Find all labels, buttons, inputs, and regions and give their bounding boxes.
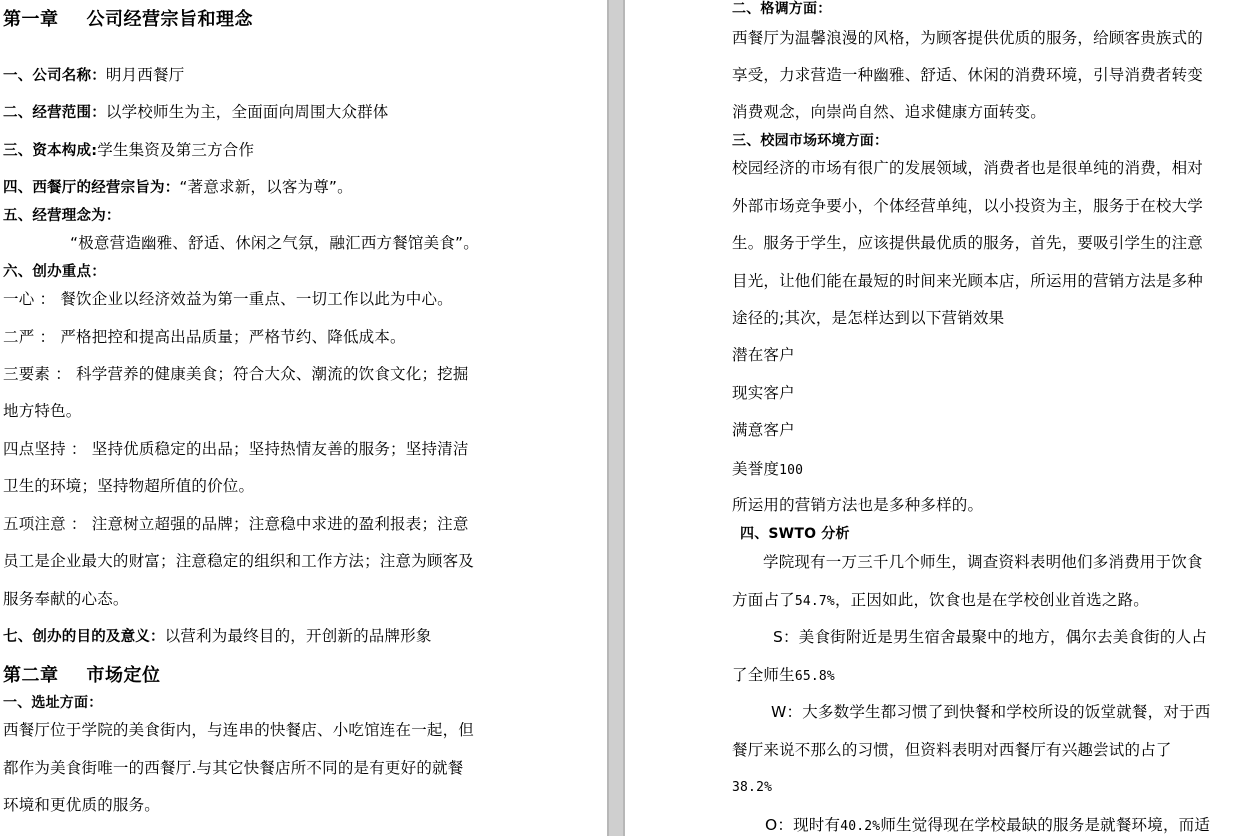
campus-market-line-3: 生。服务于学生，应该提供最优质的服务，首先，要吸引学生的注意 bbox=[732, 234, 1204, 252]
campus-market-line-2: 外部市场竞争要小，个体经营单纯，以小投资为主，服务于在校大学 bbox=[732, 197, 1204, 215]
location-text-line-1: 西餐厅位于学院的美食街内，与连串的快餐店、小吃馆连在一起，但 bbox=[3, 721, 475, 739]
key-point-five-line-2: 员工是企业最大的财富；注意稳定的组织和工作方法；注意为顾客及 bbox=[3, 552, 475, 570]
style-text-line-1: 西餐厅为温馨浪漫的风格，为顾客提供优质的服务，给顾客贵族式的 bbox=[732, 29, 1204, 47]
customer-potential: 潜在客户 bbox=[732, 346, 795, 364]
swot-weakness-line-3: 38.2% bbox=[732, 780, 773, 795]
chapter-2-heading bbox=[3, 665, 161, 687]
swot-weakness-line-1: W：大多数学生都习惯了到快餐和学校所设的饭堂就餐，对于西 bbox=[771, 703, 1211, 721]
philosophy-label: 五、经营理念为： bbox=[3, 208, 121, 224]
key-point-five-line-3: 服务奉献的心态。 bbox=[3, 590, 129, 608]
style-text-line-2: 享受，力求营造一种幽雅、舒适、休闲的消费环境，引导消费者转变 bbox=[732, 66, 1204, 84]
key-point-four-line-1: 四点坚持 ： 坚持优质稳定的出品；坚持热情友善的服务；坚持清洁 bbox=[3, 440, 469, 458]
customer-actual: 现实客户 bbox=[732, 384, 795, 402]
key-point-one: 一心 ： 餐饮企业以经济效益为第一重点、一切工作以此为中心。 bbox=[3, 290, 453, 308]
key-point-three-line-1: 三要素 ： 科学营养的健康美食；符合大众、潮流的饮食文化；挖掘 bbox=[3, 365, 469, 383]
campus-market-heading: 三、校园市场环境方面： bbox=[732, 133, 889, 149]
document-page-right bbox=[625, 0, 1235, 836]
reputation-line: 美誉度100 bbox=[732, 460, 804, 478]
swot-strength-line-2: 了全师生65.8% bbox=[732, 666, 835, 684]
key-point-five-line-1: 五项注意 ： 注意树立超强的品牌；注意稳中求进的盈利报表；注意 bbox=[3, 515, 469, 533]
campus-market-line-5: 途径的;其次，是怎样达到以下营销效果 bbox=[732, 309, 1005, 327]
campus-market-line-1: 校园经济的市场有很广的发展领域，消费者也是很单纯的消费，相对 bbox=[732, 159, 1204, 177]
location-heading: 一、选址方面： bbox=[3, 695, 103, 711]
chapter-number: 第一章 bbox=[3, 9, 59, 30]
chapter-number: 第二章 bbox=[3, 665, 59, 686]
swot-strength-line-1: S：美食街附近是男生宿舍最聚中的地方，偶尔去美食街的人占 bbox=[773, 628, 1207, 646]
goal-item: 七、创办的目的及意义：以营利为最终目的，开创新的品牌形象 bbox=[3, 627, 432, 645]
swot-weakness-line-2: 餐厅来说不那么的习惯，但资料表明对西餐厅有兴趣尝试的占了 bbox=[732, 741, 1172, 759]
style-heading: 二、格调方面： bbox=[732, 1, 832, 17]
capital-structure-item: 三、资本构成:学生集资及第三方合作 bbox=[3, 141, 255, 159]
page-gutter bbox=[607, 0, 625, 836]
key-point-two: 二严 ： 严格把控和提高出品质量；严格节约、降低成本。 bbox=[3, 328, 406, 346]
purpose-item: 四、西餐厅的经营宗旨为：“著意求新，以客为尊”。 bbox=[3, 178, 353, 196]
location-text-line-2: 都作为美食街唯一的西餐厅.与其它快餐店所不同的是有更好的就餐 bbox=[3, 759, 464, 777]
key-points-label: 六、创办重点： bbox=[3, 264, 106, 280]
customer-satisfied: 满意客户 bbox=[732, 421, 795, 439]
document-page-left bbox=[0, 0, 607, 836]
company-name-item: 一、公司名称：明月西餐厅 bbox=[3, 66, 185, 84]
campus-market-line-4: 目光，让他们能在最短的时间来光顾本店，所运用的营销方法是多种 bbox=[732, 272, 1204, 290]
swot-intro-line-2: 方面占了54.7%，正因如此，饮食也是在学校创业首选之路。 bbox=[732, 591, 1149, 609]
key-point-three-line-2: 地方特色。 bbox=[3, 402, 82, 420]
chapter-title: 市场定位 bbox=[86, 665, 161, 686]
business-scope-item: 二、经营范围：以学校师生为主，全面面向周围大众群体 bbox=[3, 103, 389, 121]
swot-intro-line-1: 学院现有一万三千几个师生，调查资料表明他们多消费用于饮食 bbox=[763, 553, 1203, 571]
chapter-1-heading bbox=[3, 9, 253, 31]
chapter-title: 公司经营宗旨和理念 bbox=[86, 9, 253, 30]
style-text-line-3: 消费观念，向崇尚自然、追求健康方面转变。 bbox=[732, 103, 1047, 121]
location-text-line-3: 环境和更优质的服务。 bbox=[3, 796, 161, 814]
swot-opportunity-line-1: O：现时有40.2%师生觉得现在学校最缺的服务是就餐环境，而适 bbox=[765, 816, 1211, 834]
methods-line: 所运用的营销方法也是多种多样的。 bbox=[732, 496, 984, 514]
key-point-four-line-2: 卫生的环境；坚持物超所值的价位。 bbox=[3, 477, 255, 495]
swot-heading: 四、SWTO 分析 bbox=[740, 526, 850, 542]
philosophy-text: “极意营造幽雅、舒适、休闲之气氛，融汇西方餐馆美食”。 bbox=[70, 234, 479, 252]
